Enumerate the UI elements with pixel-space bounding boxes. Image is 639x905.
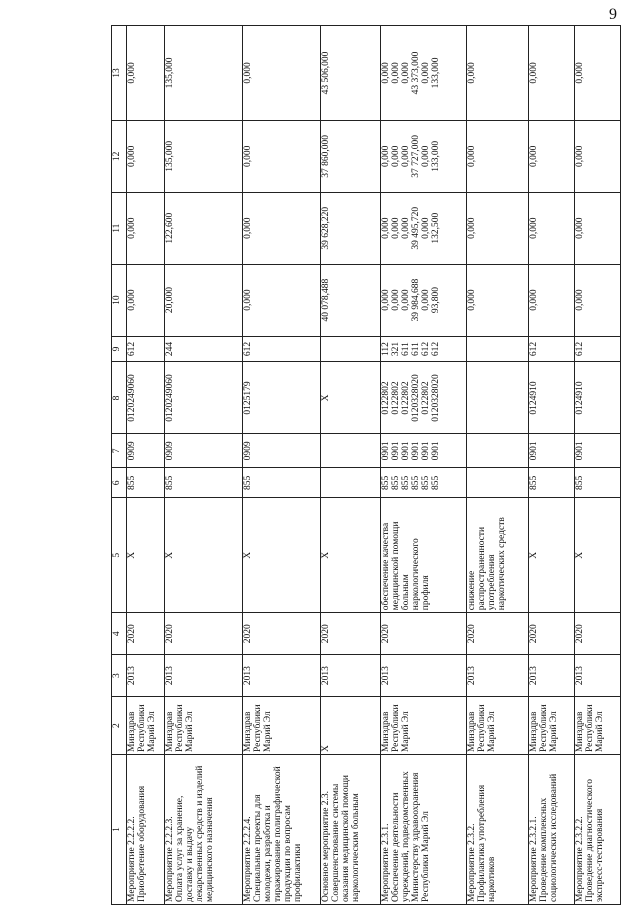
column-header: 2 (112, 697, 127, 755)
cell-line: X (243, 551, 253, 559)
table-cell-col11 (243, 192, 321, 264)
table-cell-col9 (321, 336, 381, 362)
cell-line: 135,000 (165, 140, 175, 172)
cell-line: Республики (174, 704, 185, 753)
cell-line: профиля (420, 575, 431, 611)
cell-line: обеспечение качества (381, 522, 391, 611)
cell-line: Основное мероприятие 2.3. (321, 790, 331, 902)
cell-line: 0,000 (400, 62, 411, 84)
table-cell-col11 (127, 192, 165, 264)
cell-line: Минздрав (467, 711, 477, 753)
table-cell-col12 (575, 120, 621, 192)
cell-line: профилактики (292, 843, 303, 902)
table-cell-col6 (321, 468, 381, 498)
table-cell-col11 (165, 192, 243, 264)
table-cell-col3: 2013 (529, 655, 575, 697)
cell-line: 0122802 (381, 381, 391, 415)
cell-line: 0,000 (575, 217, 585, 239)
table-cell-col10 (243, 264, 321, 336)
cell-line: 0901 (410, 441, 421, 461)
cell-line: Марий Эл (184, 711, 195, 753)
cell-line: медицинской помощи (390, 521, 401, 611)
table-cell-col7 (529, 434, 575, 468)
table-cell-col8 (529, 362, 575, 434)
cell-line: Минздрав (381, 711, 391, 753)
cell-line: 43 373,000 (410, 51, 421, 95)
cell-line: 612 (575, 341, 585, 357)
cell-line: Минздрав (575, 711, 585, 753)
cell-line: Минздрав (165, 711, 175, 753)
cell-line: 0901 (381, 441, 391, 461)
table-cell-col5 (529, 498, 575, 613)
table-cell-col12 (127, 120, 165, 192)
table-cell-col6 (381, 468, 467, 498)
table-cell-col7 (321, 434, 381, 468)
cell-line: доставку и выдачу (184, 826, 195, 902)
rotated-table-container (111, 25, 631, 905)
table-cell-col4: 2020 (467, 613, 529, 655)
table-cell-col6 (243, 468, 321, 498)
cell-line: Республики Марий Эл (420, 811, 431, 902)
cell-line: X (321, 551, 331, 559)
cell-line: Совершенствование системы (330, 783, 341, 902)
cell-line: 0,000 (467, 62, 477, 84)
cell-line: 0909 (165, 441, 175, 461)
table-cell-col9 (381, 336, 467, 362)
table-cell-col5 (575, 498, 621, 613)
cell-line: 0,000 (381, 289, 391, 311)
column-header: 11 (112, 192, 127, 264)
cell-line: 93,800 (430, 287, 441, 314)
table-cell-col9 (529, 336, 575, 362)
table-cell-col12 (165, 120, 243, 192)
table-cell-col7 (243, 434, 321, 468)
cell-line: 855 (430, 475, 441, 490)
table-cell-col8 (321, 362, 381, 434)
cell-line: 0901 (529, 441, 539, 461)
table-cell-col9 (467, 336, 529, 362)
column-header: 12 (112, 120, 127, 192)
cell-line: Мероприятие 2.2.2.4. (243, 816, 253, 902)
cell-line: 0,000 (243, 145, 253, 167)
table-cell-col5 (381, 498, 467, 613)
table-cell-col12 (529, 120, 575, 192)
cell-line: Республики (390, 704, 401, 753)
cell-line: учреждений, подведомственных (400, 771, 411, 902)
cell-line: 0,000 (127, 289, 137, 311)
table-cell-col1 (575, 755, 621, 905)
column-header: 8 (112, 362, 127, 434)
table-cell-col3: 2013 (165, 655, 243, 697)
cell-line: 0,000 (467, 145, 477, 167)
table-cell-col2 (529, 697, 575, 755)
cell-line: 0,000 (127, 62, 137, 84)
table-cell-col5 (243, 498, 321, 613)
cell-line: Приобретение оборудования (136, 785, 147, 902)
table-cell-col7 (575, 434, 621, 468)
cell-line: Республики (476, 704, 487, 753)
cell-line: X (575, 551, 585, 559)
cell-line: 0,000 (529, 289, 539, 311)
table-cell-col3: 2013 (127, 655, 165, 697)
cell-line: 855 (420, 475, 431, 490)
table-cell-col10 (127, 264, 165, 336)
table-cell-col4: 2020 (243, 613, 321, 655)
cell-line: Мероприятие 2.2.2.2. (127, 816, 137, 902)
column-header: 6 (112, 468, 127, 498)
table-cell-col3: 2013 (381, 655, 467, 697)
cell-line: 0901 (400, 441, 411, 461)
cell-line: Марий Эл (262, 711, 273, 753)
cell-line: Оплата услуг за хранение, (174, 795, 185, 902)
table-cell-col11 (467, 192, 529, 264)
table-cell-col4: 2020 (381, 613, 467, 655)
cell-line: 0120328020 (410, 374, 421, 422)
table-cell-col10 (381, 264, 467, 336)
table-cell-col13 (165, 26, 243, 121)
table-cell-col2 (165, 697, 243, 755)
column-header: 10 (112, 264, 127, 336)
table-cell-col1 (467, 755, 529, 905)
cell-line: снижение (467, 570, 477, 611)
cell-line: 20,000 (165, 287, 175, 314)
cell-line: 0122802 (400, 381, 411, 415)
cell-line: 0,000 (381, 62, 391, 84)
table-cell-col7 (127, 434, 165, 468)
cell-line: 0,000 (575, 289, 585, 311)
cell-line: Минздрав (243, 711, 253, 753)
cell-line: 855 (243, 475, 253, 490)
cell-line: 0,000 (390, 217, 401, 239)
cell-line: Республики (584, 704, 595, 753)
cell-line: 855 (529, 475, 539, 490)
cell-line: 0909 (243, 441, 253, 461)
cell-line: 0,000 (467, 217, 477, 239)
cell-line: 0,000 (529, 217, 539, 239)
cell-line: 0,000 (127, 145, 137, 167)
table-cell-col13 (467, 26, 529, 121)
cell-line: 0120328020 (430, 374, 441, 422)
cell-line: Министерству здравоохранения (410, 772, 421, 902)
cell-line: молодежи, разработка и (262, 805, 273, 902)
cell-line: 0901 (390, 441, 401, 461)
table-cell-col2 (243, 697, 321, 755)
cell-line: 0,000 (390, 145, 401, 167)
cell-line: 0122802 (420, 381, 431, 415)
cell-line: Марий Эл (594, 711, 605, 753)
cell-line: 39 495,720 (410, 206, 421, 250)
table-cell-col4: 2020 (321, 613, 381, 655)
column-header: 5 (112, 498, 127, 613)
table-cell-col13 (127, 26, 165, 121)
table-cell-col13 (321, 26, 381, 121)
table-cell-col7 (381, 434, 467, 468)
table-cell-col11 (575, 192, 621, 264)
cell-line: Специальные проекты для (252, 794, 263, 902)
table-cell-col11 (381, 192, 467, 264)
cell-line: 0901 (420, 441, 431, 461)
cell-line: 39 628,220 (321, 206, 331, 250)
table-cell-col9 (575, 336, 621, 362)
table-cell-col1 (381, 755, 467, 905)
cell-line: Мероприятие 2.3.2. (467, 823, 477, 902)
cell-line: 0,000 (390, 62, 401, 84)
table-cell-col10 (467, 264, 529, 336)
table-cell-col6 (467, 468, 529, 498)
cell-line: Республики (538, 704, 549, 753)
cell-line: 321 (390, 341, 401, 357)
program-table (111, 25, 621, 905)
table-cell-col10 (575, 264, 621, 336)
cell-line: 0122802 (390, 381, 401, 415)
cell-line: наркотиков (486, 856, 497, 902)
cell-line: 0,000 (381, 145, 391, 167)
table-cell-col5 (467, 498, 529, 613)
table-row (127, 26, 165, 905)
table-cell-col1 (127, 755, 165, 905)
cell-line: 112 (381, 342, 391, 356)
cell-line: 0125179 (243, 381, 253, 415)
cell-line: 0909 (127, 441, 137, 461)
cell-line: Республики (252, 704, 263, 753)
cell-line: Мероприятие 2.3.2.1. (529, 816, 539, 902)
cell-line: Марий Эл (486, 711, 497, 753)
table-cell-col7 (165, 434, 243, 468)
table-cell-col4: 2020 (165, 613, 243, 655)
cell-line: 43 506,000 (321, 51, 331, 95)
cell-line: 0,000 (529, 145, 539, 167)
table-cell-col2 (127, 697, 165, 755)
cell-line: 0,000 (243, 289, 253, 311)
table-cell-col8 (127, 362, 165, 434)
cell-line: 0,000 (529, 62, 539, 84)
cell-line: Мероприятие 2.3.1. (381, 823, 391, 902)
table-cell-col12 (467, 120, 529, 192)
table-cell-col13 (381, 26, 467, 121)
column-header: 9 (112, 336, 127, 362)
cell-line: 0,000 (575, 62, 585, 84)
cell-line: 611 (410, 342, 421, 356)
cell-line: 0,000 (400, 289, 411, 311)
cell-line: Марий Эл (146, 711, 157, 753)
cell-line: 612 (243, 341, 253, 357)
table-cell-col6 (575, 468, 621, 498)
cell-line: 0901 (430, 441, 441, 461)
column-header: 7 (112, 434, 127, 468)
cell-line: 855 (390, 475, 401, 490)
table-cell-col3: 2013 (575, 655, 621, 697)
table-cell-col13 (243, 26, 321, 121)
cell-line: распространенности (476, 526, 487, 611)
cell-line: 244 (165, 341, 175, 357)
table-cell-col9 (127, 336, 165, 362)
cell-line: 40 078,488 (321, 278, 331, 322)
cell-line: 0901 (575, 441, 585, 461)
cell-line: Марий Эл (400, 711, 411, 753)
cell-line: экспресс-тестирования (594, 808, 605, 902)
cell-line: 855 (575, 475, 585, 490)
cell-line: больным (400, 574, 411, 611)
cell-line: 122,600 (165, 212, 175, 244)
table-cell-col12 (321, 120, 381, 192)
column-header: 3 (112, 655, 127, 697)
cell-line: Республики (136, 704, 147, 753)
cell-line: 611 (400, 342, 411, 356)
cell-line: 0,000 (420, 145, 431, 167)
table-row (165, 26, 243, 905)
cell-line: Минздрав (529, 711, 539, 753)
table-cell-col10 (321, 264, 381, 336)
table-cell-col2 (467, 697, 529, 755)
table-cell-col2 (575, 697, 621, 755)
table-row (467, 26, 529, 905)
cell-line: Мероприятие 2.3.2.2. (575, 816, 585, 902)
table-cell-col4: 2020 (575, 613, 621, 655)
cell-line: X (321, 394, 331, 402)
cell-line: 0120249060 (127, 374, 137, 422)
cell-line: 0,000 (127, 217, 137, 239)
cell-line: тиражирование полиграфической (272, 766, 283, 902)
table-cell-col2 (321, 697, 381, 755)
table-cell-col3: 2013 (467, 655, 529, 697)
cell-line: лекарственных средств и изделий (194, 765, 205, 902)
cell-line: 612 (430, 341, 441, 357)
cell-line: 37 860,000 (321, 134, 331, 178)
cell-line: 855 (165, 475, 175, 490)
table-cell-col4: 2020 (127, 613, 165, 655)
cell-line: употребления (486, 554, 497, 611)
cell-line: 135,000 (165, 57, 175, 89)
cell-line: 0,000 (243, 62, 253, 84)
cell-line: 132,500 (430, 212, 441, 244)
cell-line: 612 (420, 341, 431, 357)
cell-line: 133,000 (430, 140, 441, 172)
table-row (243, 26, 321, 905)
table-cell-col5 (321, 498, 381, 613)
table-cell-col9 (243, 336, 321, 362)
cell-line: 0,000 (243, 217, 253, 239)
table-cell-col8 (575, 362, 621, 434)
table-row (381, 26, 467, 905)
table-row (575, 26, 621, 905)
page-number: 9 (609, 6, 617, 23)
table-cell-col13 (529, 26, 575, 121)
table-cell-col2 (381, 697, 467, 755)
table-cell-col5 (165, 498, 243, 613)
cell-line: медицинского назначения (204, 797, 215, 902)
table-cell-col10 (165, 264, 243, 336)
table-cell-col3: 2013 (321, 655, 381, 697)
column-header: 4 (112, 613, 127, 655)
cell-line: X (321, 745, 331, 753)
cell-line: Проведение диагностического (584, 779, 595, 902)
cell-line: 0,000 (420, 289, 431, 311)
cell-line: 855 (127, 475, 137, 490)
cell-line: 0,000 (381, 217, 391, 239)
cell-line: 0120249060 (165, 374, 175, 422)
cell-line: Минздрав (127, 711, 137, 753)
table-cell-col6 (127, 468, 165, 498)
cell-line: X (165, 551, 175, 559)
cell-line: продукции по вопросам (282, 805, 293, 902)
table-cell-col11 (529, 192, 575, 264)
cell-line: 0,000 (390, 289, 401, 311)
table-cell-col6 (529, 468, 575, 498)
table-cell-col8 (243, 362, 321, 434)
table-row (529, 26, 575, 905)
table-cell-col12 (381, 120, 467, 192)
cell-line: 0,000 (420, 62, 431, 84)
header-row (112, 26, 127, 905)
table-cell-col1 (243, 755, 321, 905)
cell-line: 0,000 (467, 289, 477, 311)
table-cell-col12 (243, 120, 321, 192)
cell-line: 0124910 (529, 381, 539, 415)
cell-line: 0,000 (400, 217, 411, 239)
table-cell-col13 (575, 26, 621, 121)
column-header: 13 (112, 26, 127, 121)
cell-line: 0,000 (575, 145, 585, 167)
cell-line: 0,000 (420, 217, 431, 239)
cell-line: 855 (400, 475, 411, 490)
cell-line: 855 (410, 475, 421, 490)
table-cell-col7 (467, 434, 529, 468)
cell-line: Проведение комплексных (538, 797, 549, 902)
cell-line: Обеспечение деятельности (390, 792, 401, 902)
cell-line: Марий Эл (548, 711, 559, 753)
column-header: 1 (112, 755, 127, 905)
cell-line: 612 (127, 341, 137, 357)
table-cell-col10 (529, 264, 575, 336)
cell-line: Мероприятие 2.2.2.3. (165, 816, 175, 902)
cell-line: 37 727,000 (410, 134, 421, 178)
cell-line: 133,000 (430, 57, 441, 89)
table-cell-col9 (165, 336, 243, 362)
table-cell-col4: 2020 (529, 613, 575, 655)
table-cell-col1 (165, 755, 243, 905)
cell-line: 39 984,688 (410, 278, 421, 322)
cell-line: 0124910 (575, 381, 585, 415)
cell-line: социологических исследований (548, 773, 559, 902)
cell-line: оказания медицинской помощи (340, 775, 351, 902)
table-cell-col8 (381, 362, 467, 434)
cell-line: Профилактика употребления (476, 784, 487, 902)
table-cell-col11 (321, 192, 381, 264)
table-cell-col5 (127, 498, 165, 613)
cell-line: наркотических средств (496, 517, 507, 611)
cell-line: 855 (381, 475, 391, 490)
table-row (321, 26, 381, 905)
table-cell-col1 (321, 755, 381, 905)
cell-line: наркологическим больным (350, 793, 361, 902)
cell-line: 0,000 (400, 145, 411, 167)
table-cell-col3: 2013 (243, 655, 321, 697)
cell-line: 612 (529, 341, 539, 357)
table-cell-col8 (165, 362, 243, 434)
cell-line: X (127, 551, 137, 559)
cell-line: наркологического (410, 538, 421, 611)
table-cell-col1 (529, 755, 575, 905)
table-cell-col8 (467, 362, 529, 434)
cell-line: X (529, 551, 539, 559)
table-cell-col6 (165, 468, 243, 498)
